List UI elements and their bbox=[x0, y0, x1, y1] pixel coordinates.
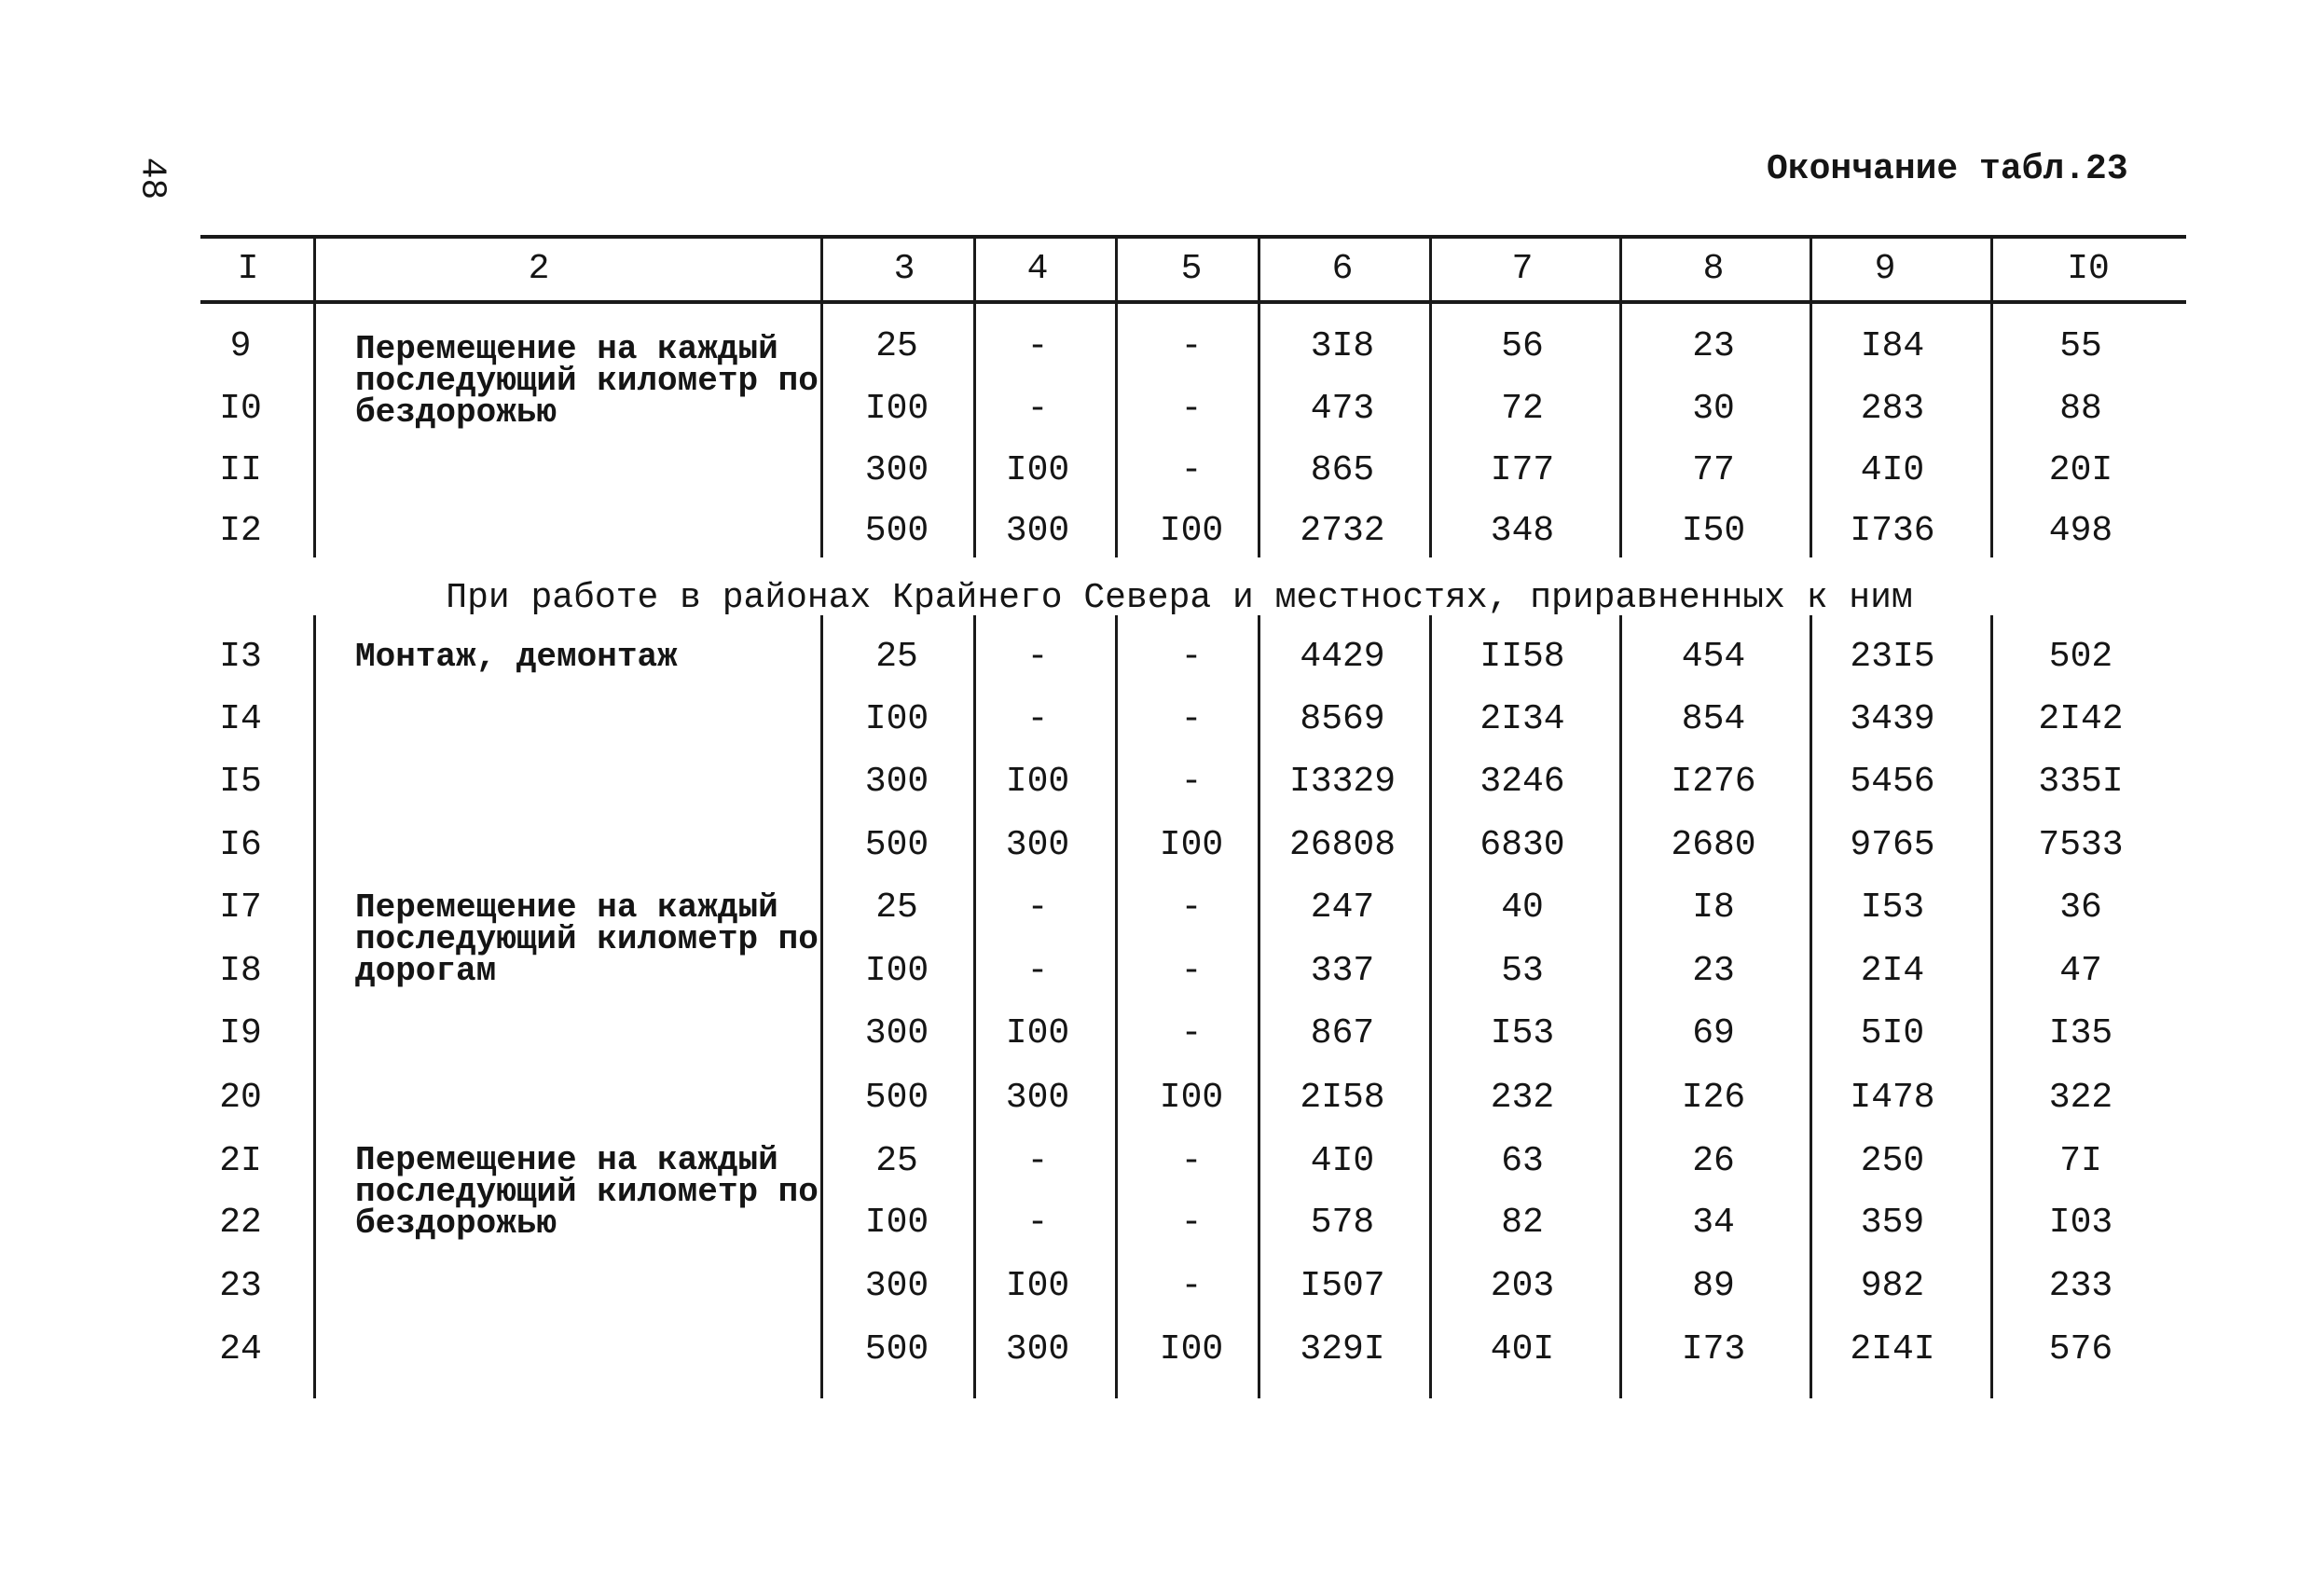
table-cell-col-6: 2I58 bbox=[1300, 1078, 1385, 1118]
col-divider bbox=[973, 304, 976, 557]
col-divider bbox=[1990, 304, 1993, 557]
table-top-rule bbox=[200, 235, 2186, 239]
table-cell-col-5: - bbox=[1180, 637, 1203, 677]
table-cell-col-10: 20I bbox=[2048, 450, 2113, 490]
table-cell-col-8: 23 bbox=[1692, 951, 1735, 991]
column-header: 3 bbox=[893, 249, 915, 289]
table-cell-col-6: I3329 bbox=[1288, 762, 1397, 802]
col-divider bbox=[820, 615, 823, 1398]
table-cell-col-8: 34 bbox=[1692, 1203, 1735, 1243]
table-cell-col-10: 55 bbox=[2059, 326, 2102, 366]
col-divider bbox=[1258, 304, 1260, 557]
col-divider bbox=[313, 239, 316, 300]
table-cell-col-3: 25 bbox=[875, 887, 918, 928]
table-cell-col-9: 9765 bbox=[1850, 825, 1935, 865]
table-cell-col-8: I50 bbox=[1681, 511, 1746, 551]
column-header: 6 bbox=[1331, 249, 1354, 289]
table-cell-col-8: I276 bbox=[1671, 762, 1756, 802]
col-divider bbox=[1810, 239, 1812, 300]
table-cell-col-7: 63 bbox=[1501, 1141, 1544, 1181]
table-cell-col-4: - bbox=[1026, 389, 1049, 429]
table-cell-col-8: 454 bbox=[1681, 637, 1746, 677]
table-cell-col-9: I478 bbox=[1850, 1078, 1935, 1118]
table-cell-col-9: 5I0 bbox=[1860, 1013, 1925, 1053]
column-header: 2 bbox=[528, 249, 550, 289]
table-cell-col-9: 283 bbox=[1860, 389, 1925, 429]
table-cell-col-3: 300 bbox=[864, 1013, 929, 1053]
table-cell-col-9: 2I4 bbox=[1860, 951, 1925, 991]
table-cell-col-7: 53 bbox=[1501, 951, 1544, 991]
table-cell-col-4: 300 bbox=[1005, 511, 1070, 551]
table-cell-col-3: 300 bbox=[864, 1266, 929, 1306]
table-cell-col-4: - bbox=[1026, 1141, 1049, 1181]
table-cell-col-5: - bbox=[1180, 887, 1203, 928]
col-divider bbox=[1258, 615, 1260, 1398]
table-cell-col-7: 2I34 bbox=[1479, 699, 1565, 739]
row-description: Перемещение на каждый последующий километр по дорогам bbox=[355, 888, 819, 990]
table-cell-col-3: 300 bbox=[864, 450, 929, 490]
table-cell-col-7: 6830 bbox=[1479, 825, 1565, 865]
row-number-cell: I4 bbox=[219, 699, 262, 739]
table-cell-col-3: 500 bbox=[864, 825, 929, 865]
table-cell-col-9: I84 bbox=[1860, 326, 1925, 366]
table-cell-col-3: I00 bbox=[864, 1203, 929, 1243]
column-header: 9 bbox=[1874, 249, 1896, 289]
table-cell-col-9: 3439 bbox=[1850, 699, 1935, 739]
table-cell-col-7: 3246 bbox=[1479, 762, 1565, 802]
table-cell-col-5: - bbox=[1180, 389, 1203, 429]
table-cell-col-3: 25 bbox=[875, 1141, 918, 1181]
table-cell-col-9: I53 bbox=[1860, 887, 1925, 928]
table-cell-col-9: 982 bbox=[1860, 1266, 1925, 1306]
row-description: Перемещение на каждый последующий километр по бездорожью bbox=[355, 1141, 819, 1243]
table-cell-col-7: 82 bbox=[1501, 1203, 1544, 1243]
table-cell-col-3: 500 bbox=[864, 511, 929, 551]
row-number-cell: I2 bbox=[219, 511, 262, 551]
table-cell-col-6: 578 bbox=[1310, 1203, 1375, 1243]
col-divider bbox=[1429, 239, 1432, 300]
page-number: 48 bbox=[131, 157, 172, 200]
col-divider bbox=[973, 239, 976, 300]
table-cell-col-5: - bbox=[1180, 699, 1203, 739]
col-divider bbox=[1810, 304, 1812, 557]
table-cell-col-8: I73 bbox=[1681, 1329, 1746, 1369]
col-divider bbox=[313, 615, 316, 1398]
table-cell-col-10: 322 bbox=[2048, 1078, 2113, 1118]
col-divider bbox=[1619, 615, 1622, 1398]
table-cell-col-5: - bbox=[1180, 1141, 1203, 1181]
column-header: 5 bbox=[1180, 249, 1203, 289]
col-divider bbox=[1619, 304, 1622, 557]
col-divider bbox=[1990, 239, 1993, 300]
row-number-cell: 23 bbox=[219, 1266, 262, 1306]
row-number-cell: I7 bbox=[219, 887, 262, 928]
table-cell-col-9: I736 bbox=[1850, 511, 1935, 551]
table-cell-col-7: 72 bbox=[1501, 389, 1544, 429]
table-cell-col-7: 40 bbox=[1501, 887, 1544, 928]
col-divider bbox=[1115, 615, 1118, 1398]
row-number-cell: I9 bbox=[219, 1013, 262, 1053]
table-cell-col-7: I77 bbox=[1490, 450, 1555, 490]
row-number-cell: I8 bbox=[219, 951, 262, 991]
row-number-cell: 22 bbox=[219, 1203, 262, 1243]
row-number-cell: I6 bbox=[219, 825, 262, 865]
col-divider bbox=[1258, 239, 1260, 300]
table-cell-col-3: 300 bbox=[864, 762, 929, 802]
table-cell-col-8: 854 bbox=[1681, 699, 1746, 739]
table-cell-col-9: 250 bbox=[1860, 1141, 1925, 1181]
table-cell-col-6: 8569 bbox=[1300, 699, 1385, 739]
table-cell-col-8: 89 bbox=[1692, 1266, 1735, 1306]
row-number-cell: 9 bbox=[229, 326, 252, 366]
table-cell-col-10: 335I bbox=[2038, 762, 2124, 802]
table-cell-col-5: - bbox=[1180, 1266, 1203, 1306]
column-header: I bbox=[237, 249, 259, 289]
table-cell-col-3: I00 bbox=[864, 389, 929, 429]
table-cell-col-8: I8 bbox=[1692, 887, 1735, 928]
table-cell-col-7: 348 bbox=[1490, 511, 1555, 551]
table-cell-col-5: - bbox=[1180, 1013, 1203, 1053]
column-header: 7 bbox=[1511, 249, 1534, 289]
table-cell-col-4: 300 bbox=[1005, 1078, 1070, 1118]
table-cell-col-9: 4I0 bbox=[1860, 450, 1925, 490]
col-divider bbox=[1429, 615, 1432, 1398]
row-description: Перемещение на каждый последующий километр по бездорожью bbox=[355, 330, 819, 432]
col-divider bbox=[1619, 239, 1622, 300]
table-cell-col-3: I00 bbox=[864, 951, 929, 991]
row-number-cell: I5 bbox=[219, 762, 262, 802]
table-cell-col-10: 233 bbox=[2048, 1266, 2113, 1306]
table-cell-col-7: 232 bbox=[1490, 1078, 1555, 1118]
table-cell-col-8: I26 bbox=[1681, 1078, 1746, 1118]
header-bottom-rule bbox=[200, 300, 2186, 304]
row-number-cell: I3 bbox=[219, 637, 262, 677]
table-cell-col-9: 5456 bbox=[1850, 762, 1935, 802]
table-cell-col-4: I00 bbox=[1005, 1266, 1070, 1306]
table-cell-col-6: 337 bbox=[1310, 951, 1375, 991]
table-cell-col-7: 40I bbox=[1490, 1329, 1555, 1369]
column-header: I0 bbox=[2067, 249, 2110, 289]
column-header: 8 bbox=[1702, 249, 1725, 289]
col-divider bbox=[1810, 615, 1812, 1398]
table-cell-col-3: 25 bbox=[875, 637, 918, 677]
table-cell-col-9: 359 bbox=[1860, 1203, 1925, 1243]
table-cell-col-6: 329I bbox=[1300, 1329, 1385, 1369]
table-cell-col-10: I03 bbox=[2048, 1203, 2113, 1243]
row-number-cell: 20 bbox=[219, 1078, 262, 1118]
table-cell-col-4: I00 bbox=[1005, 450, 1070, 490]
table-cell-col-4: 300 bbox=[1005, 1329, 1070, 1369]
table-cell-col-10: 47 bbox=[2059, 951, 2102, 991]
table-cell-col-5: - bbox=[1180, 951, 1203, 991]
table-cell-col-3: I00 bbox=[864, 699, 929, 739]
table-cell-col-5: - bbox=[1180, 762, 1203, 802]
table-cell-col-6: 2732 bbox=[1300, 511, 1385, 551]
table-cell-col-10: 2I42 bbox=[2038, 699, 2124, 739]
table-cell-col-7: I53 bbox=[1490, 1013, 1555, 1053]
table-cell-col-7: II58 bbox=[1479, 637, 1565, 677]
table-cell-col-6: 473 bbox=[1310, 389, 1375, 429]
table-cell-col-8: 26 bbox=[1692, 1141, 1735, 1181]
table-cell-col-10: 36 bbox=[2059, 887, 2102, 928]
col-divider bbox=[313, 304, 316, 557]
table-cell-col-10: 88 bbox=[2059, 389, 2102, 429]
table-cell-col-8: 30 bbox=[1692, 389, 1735, 429]
table-cell-col-8: 69 bbox=[1692, 1013, 1735, 1053]
table-cell-col-3: 500 bbox=[864, 1078, 929, 1118]
table-cell-col-6: 867 bbox=[1310, 1013, 1375, 1053]
col-divider bbox=[1990, 615, 1993, 1398]
row-description: Монтаж, демонтаж bbox=[355, 638, 678, 676]
table-cell-col-5: I00 bbox=[1159, 1329, 1224, 1369]
table-cell-col-4: I00 bbox=[1005, 1013, 1070, 1053]
table-cell-col-7: 203 bbox=[1490, 1266, 1555, 1306]
col-divider bbox=[820, 239, 823, 300]
table-cell-col-9: 2I4I bbox=[1850, 1329, 1935, 1369]
row-number-cell: 2I bbox=[219, 1141, 262, 1181]
col-divider bbox=[1115, 239, 1118, 300]
table-cell-col-3: 25 bbox=[875, 326, 918, 366]
table-cell-col-4: - bbox=[1026, 951, 1049, 991]
table-cell-col-8: 23 bbox=[1692, 326, 1735, 366]
table-cell-col-6: I507 bbox=[1300, 1266, 1385, 1306]
table-cell-col-8: 2680 bbox=[1671, 825, 1756, 865]
table-cell-col-6: 3I8 bbox=[1310, 326, 1375, 366]
table-cell-col-3: 500 bbox=[864, 1329, 929, 1369]
table-cell-col-5: I00 bbox=[1159, 1078, 1224, 1118]
table-cell-col-4: 300 bbox=[1005, 825, 1070, 865]
table-cell-col-6: 4I0 bbox=[1310, 1141, 1375, 1181]
section-title: При работе в районах Крайнего Севера и местностях, приравненных к ним bbox=[446, 578, 1913, 618]
table-cell-col-5: - bbox=[1180, 450, 1203, 490]
table-cell-col-6: 26808 bbox=[1288, 825, 1397, 865]
table-cell-col-6: 4429 bbox=[1300, 637, 1385, 677]
table-cell-col-4: - bbox=[1026, 1203, 1049, 1243]
table-cell-col-5: - bbox=[1180, 1203, 1203, 1243]
table-cell-col-10: 502 bbox=[2048, 637, 2113, 677]
table-cell-col-6: 865 bbox=[1310, 450, 1375, 490]
table-cell-col-5: I00 bbox=[1159, 511, 1224, 551]
col-divider bbox=[973, 615, 976, 1398]
table-cell-col-4: - bbox=[1026, 326, 1049, 366]
table-cell-col-10: 576 bbox=[2048, 1329, 2113, 1369]
col-divider bbox=[1115, 304, 1118, 557]
table-cell-col-10: I35 bbox=[2048, 1013, 2113, 1053]
table-cell-col-6: 247 bbox=[1310, 887, 1375, 928]
table-cell-col-4: I00 bbox=[1005, 762, 1070, 802]
table-caption: Окончание табл.23 bbox=[1767, 149, 2128, 189]
table-cell-col-8: 77 bbox=[1692, 450, 1735, 490]
table-cell-col-10: 7I bbox=[2059, 1141, 2102, 1181]
table-cell-col-4: - bbox=[1026, 887, 1049, 928]
table-cell-col-5: I00 bbox=[1159, 825, 1224, 865]
table-cell-col-10: 7533 bbox=[2038, 825, 2124, 865]
table-cell-col-4: - bbox=[1026, 699, 1049, 739]
table-cell-col-9: 23I5 bbox=[1850, 637, 1935, 677]
table-cell-col-5: - bbox=[1180, 326, 1203, 366]
table-cell-col-4: - bbox=[1026, 637, 1049, 677]
col-divider bbox=[1429, 304, 1432, 557]
column-header: 4 bbox=[1026, 249, 1049, 289]
row-number-cell: II bbox=[219, 450, 262, 490]
row-number-cell: I0 bbox=[219, 389, 262, 429]
table-cell-col-10: 498 bbox=[2048, 511, 2113, 551]
table-cell-col-7: 56 bbox=[1501, 326, 1544, 366]
row-number-cell: 24 bbox=[219, 1329, 262, 1369]
